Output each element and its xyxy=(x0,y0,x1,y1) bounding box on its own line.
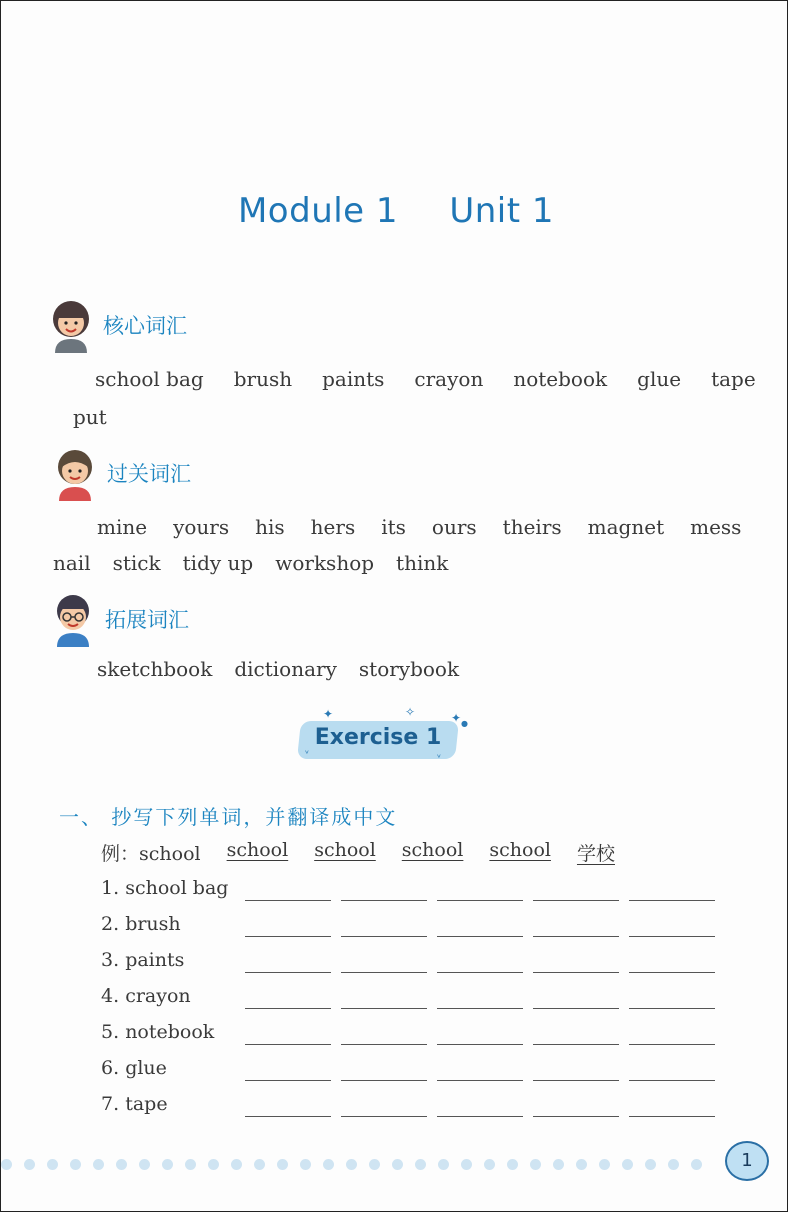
vocab-word: stick xyxy=(112,551,161,575)
pass-vocab-title: 过关词汇 xyxy=(107,462,191,486)
answer-line[interactable] xyxy=(437,972,523,973)
row-word: tape xyxy=(125,1093,168,1115)
vocab-word: ours xyxy=(431,515,477,539)
vocab-word: its xyxy=(381,515,406,539)
answer-line[interactable] xyxy=(437,1008,523,1009)
row-label xyxy=(101,1093,168,1115)
vocab-word: school bag xyxy=(95,367,204,391)
question-1-title: 一、 抄写下列单词，并翻译成中文 xyxy=(59,805,398,829)
answer-line[interactable] xyxy=(533,1008,619,1009)
row-label xyxy=(101,949,184,971)
row-word: school bag xyxy=(125,877,229,899)
example-copy: school xyxy=(314,839,376,861)
row-word: brush xyxy=(125,913,181,935)
vocab-word: paints xyxy=(322,367,385,391)
example-prefix: 例：school xyxy=(101,843,201,865)
answer-line[interactable] xyxy=(437,1116,523,1117)
answer-line[interactable] xyxy=(533,972,619,973)
answer-line[interactable] xyxy=(533,1044,619,1045)
row-number: 5. xyxy=(101,1021,120,1043)
row-number: 4. xyxy=(101,985,120,1007)
sparkle-icon: ᵛ xyxy=(437,753,442,764)
ext-vocab-heading xyxy=(49,591,189,647)
sparkle-icon: ᵛ xyxy=(305,749,310,760)
sparkle-icon: ● xyxy=(461,719,468,728)
ext-vocab-line-1 xyxy=(97,657,459,681)
unit-label: Unit 1 xyxy=(449,191,555,231)
exercise-badge xyxy=(299,717,459,761)
exercise-row-2 xyxy=(101,913,721,941)
pass-vocab-line-1 xyxy=(97,515,741,539)
row-label xyxy=(101,1057,167,1079)
row-word: notebook xyxy=(125,1021,215,1043)
exercise-row-7 xyxy=(101,1093,721,1121)
answer-line[interactable] xyxy=(533,1116,619,1117)
vocab-word: put xyxy=(73,405,107,429)
footer-dots xyxy=(1,1157,731,1171)
vocab-word: storybook xyxy=(358,657,460,681)
answer-line[interactable] xyxy=(245,1044,331,1045)
answer-line[interactable] xyxy=(341,900,427,901)
answer-line[interactable] xyxy=(437,1080,523,1081)
answer-line[interactable] xyxy=(437,1044,523,1045)
vocab-word: brush xyxy=(233,367,293,391)
answer-line[interactable] xyxy=(341,1080,427,1081)
example-translation: 学校 xyxy=(576,843,615,865)
row-label xyxy=(101,877,228,899)
answer-line[interactable] xyxy=(629,1080,715,1081)
pass-vocab-line-2 xyxy=(53,551,448,575)
answer-line[interactable] xyxy=(629,1008,715,1009)
row-word: crayon xyxy=(125,985,191,1007)
answer-line[interactable] xyxy=(245,972,331,973)
vocab-word: tape xyxy=(711,367,756,391)
answer-line[interactable] xyxy=(245,1116,331,1117)
core-vocab-heading xyxy=(47,297,187,353)
vocab-word: mess xyxy=(690,515,742,539)
girl-avatar-icon xyxy=(47,297,95,353)
vocab-word: theirs xyxy=(502,515,562,539)
vocab-word: glue xyxy=(637,367,682,391)
vocab-word: notebook xyxy=(513,367,608,391)
answer-line[interactable] xyxy=(437,936,523,937)
row-label xyxy=(101,1021,214,1043)
vocab-word: sketchbook xyxy=(97,657,213,681)
row-number: 6. xyxy=(101,1057,120,1079)
vocab-word: think xyxy=(396,551,449,575)
answer-line[interactable] xyxy=(629,1044,715,1045)
vocab-word: yours xyxy=(173,515,230,539)
answer-line[interactable] xyxy=(629,972,715,973)
example-row xyxy=(101,839,615,866)
answer-line[interactable] xyxy=(245,936,331,937)
answer-line[interactable] xyxy=(629,900,715,901)
row-word: paints xyxy=(125,949,185,971)
vocab-word: magnet xyxy=(587,515,665,539)
answer-line[interactable] xyxy=(341,1008,427,1009)
answer-line[interactable] xyxy=(533,1080,619,1081)
vocab-word: hers xyxy=(310,515,356,539)
row-number: 1. xyxy=(101,877,120,899)
exercise-row-5 xyxy=(101,1021,721,1049)
ext-vocab-title: 拓展词汇 xyxy=(105,608,189,632)
module-label: Module 1 xyxy=(237,191,399,231)
boy-avatar-icon xyxy=(49,591,97,647)
vocab-word: workshop xyxy=(275,551,375,575)
core-vocab-title: 核心词汇 xyxy=(103,314,187,338)
answer-line[interactable] xyxy=(533,936,619,937)
exercise-label: Exercise 1 xyxy=(314,725,442,750)
vocab-word: his xyxy=(255,515,285,539)
answer-line[interactable] xyxy=(341,936,427,937)
answer-line[interactable] xyxy=(437,900,523,901)
exercise-row-4 xyxy=(101,985,721,1013)
answer-line[interactable] xyxy=(533,900,619,901)
row-label xyxy=(101,913,181,935)
answer-line[interactable] xyxy=(629,1116,715,1117)
exercise-row-6 xyxy=(101,1057,721,1085)
answer-line[interactable] xyxy=(341,972,427,973)
vocab-word: dictionary xyxy=(234,657,337,681)
sparkle-icon: ✦ xyxy=(451,711,462,725)
sparkle-icon: ✧ xyxy=(405,705,416,719)
example-copy: school xyxy=(226,839,289,861)
exercise-row-3 xyxy=(101,949,721,977)
page-number-badge: 1 xyxy=(725,1141,769,1181)
example-copy: school xyxy=(489,839,551,861)
row-number: 2. xyxy=(101,913,120,935)
exercise-row-1 xyxy=(101,877,721,905)
answer-line[interactable] xyxy=(245,1008,331,1009)
sparkle-icon: ✦ xyxy=(323,707,334,721)
answer-line[interactable] xyxy=(341,1044,427,1045)
core-vocab-line-2 xyxy=(73,405,107,429)
row-label xyxy=(101,985,191,1007)
answer-line[interactable] xyxy=(629,936,715,937)
answer-line[interactable] xyxy=(245,900,331,901)
row-number: 3. xyxy=(101,949,120,971)
example-copy: school xyxy=(401,839,464,861)
core-vocab-line-1 xyxy=(95,367,756,391)
vocab-word: crayon xyxy=(414,367,484,391)
pass-vocab-heading xyxy=(51,445,191,501)
vocab-word: mine xyxy=(97,515,148,539)
row-word: glue xyxy=(125,1057,167,1079)
page-title xyxy=(1,191,788,231)
row-number: 7. xyxy=(101,1093,120,1115)
answer-line[interactable] xyxy=(245,1080,331,1081)
answer-line[interactable] xyxy=(341,1116,427,1117)
vocab-word: tidy up xyxy=(182,551,254,575)
vocab-word: nail xyxy=(53,551,91,575)
girl-avatar-icon xyxy=(51,445,99,501)
